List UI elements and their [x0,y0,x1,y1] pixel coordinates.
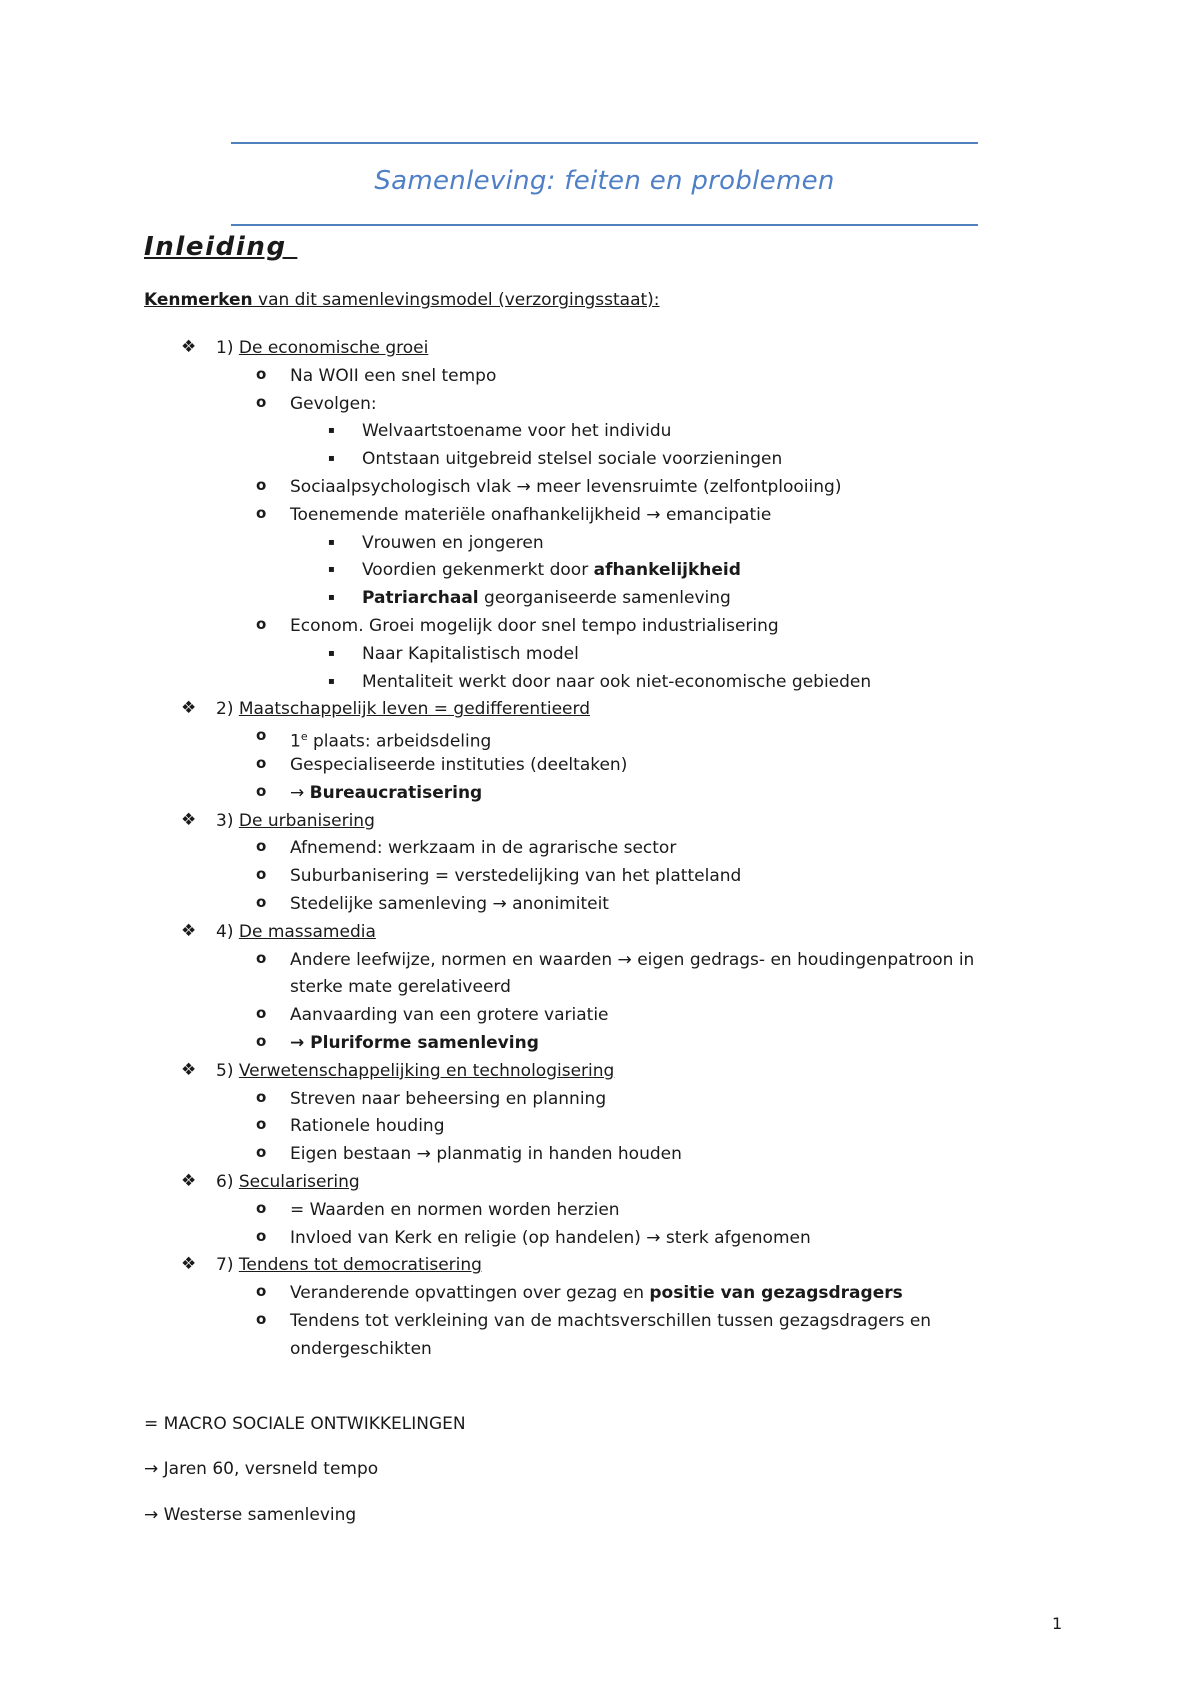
item-text: Vrouwen en jongeren [362,532,544,553]
item-text: Tendens tot verkleining van de machtsverschillen tussen gezagsdragers en [290,1311,932,1331]
item-text: Ontstaan uitgebreid stelsel sociale voorzieningen [362,449,783,470]
circle-bullet-icon: o [256,364,267,383]
item-text: georganiseerde samenleving [478,588,731,609]
circle-bullet-icon: o [256,781,267,800]
item-prefix: → [290,782,310,803]
square-bullet-icon: ▪ [328,675,335,687]
item-bold-text: positie van gezagsdragers [649,1283,903,1304]
outline-item-level-2 [290,1087,606,1111]
item-title: Tendens tot democratisering [238,1255,482,1276]
outline-item-level-2 [290,781,482,805]
item-prefix: Veranderende opvattingen over gezag en [290,1283,650,1304]
outline-item-level-2 [290,503,771,527]
outline-item-level-2 [290,364,496,388]
circle-bullet-icon: o [256,1087,267,1106]
item-title: Secularisering [238,1172,360,1192]
square-bullet-icon: ▪ [328,592,335,604]
outline-item-level-2 [290,1281,903,1305]
outline-item-level-2 [290,864,741,888]
item-text: Welvaartstoename voor het individu [362,421,672,442]
outline-item-level-1 [216,336,428,360]
item-number: 2) [216,699,239,720]
square-bullet-icon: ▪ [328,425,335,437]
circle-bullet-icon: o [256,1282,267,1301]
diamond-bullet-icon: ❖ [181,337,197,357]
item-text: Rationele houding [290,1116,445,1137]
outline-item-level-1 [216,1170,360,1194]
item-text: Na WOII een snel tempo [290,365,497,386]
outline-item-level-3 [362,447,782,471]
item-text: = Waarden en normen worden herzien [290,1199,620,1220]
item-prefix: Voordien gekenmerkt door [362,560,594,581]
circle-bullet-icon: o [256,893,267,911]
title-top-rule [231,142,978,144]
outline-item-level-1 [216,697,590,721]
circle-bullet-icon: o [256,726,267,745]
circle-bullet-icon: o [256,1310,267,1328]
item-text: plaats: arbeidsdeling [307,731,492,752]
circle-bullet-icon: o [256,476,267,494]
footer-line-3: → Westerse samenleving [144,1505,357,1525]
item-number: 6) [216,1172,239,1192]
outline-item-level-2 [290,1031,539,1055]
item-text: Andere leefwijze, normen en waarden → eigen gedrags- en houdingenpatroon in [290,949,975,970]
circle-bullet-icon: o [256,1198,267,1217]
outline-item-level-2 [290,1142,682,1166]
item-text: ondergeschikten [290,1338,432,1359]
circle-bullet-icon: o [256,392,267,411]
outline-item-level-2 [290,725,491,754]
outline-item-level-3 [362,586,731,610]
footer-line-1: = MACRO SOCIALE ONTWIKKELINGEN [144,1414,466,1434]
outline-item-level-2 [290,975,511,999]
item-superscript: e [300,730,308,744]
item-text: Econom. Groei mogelijk door snel tempo industrialisering [290,616,779,636]
outline-item-level-3 [362,670,871,694]
intro-line [144,290,660,310]
diamond-bullet-icon: ❖ [181,1059,197,1080]
item-text: Sociaalpsychologisch vlak → meer levensruimte (zelfontplooiing) [290,477,842,497]
page-number: 1 [1052,1614,1063,1633]
item-title: Maatschappelijk leven = gedifferentieerd [238,699,590,720]
item-bold-text: Bureaucratisering [309,782,483,803]
diamond-bullet-icon: ❖ [181,1254,197,1275]
item-text: Gespecialiseerde instituties (deeltaken) [290,755,628,775]
item-text: Afnemend: werkzaam in de agrarische sector [290,838,677,859]
item-text: Invloed van Kerk en religie (op handelen) → sterk afgenomen [290,1227,811,1248]
circle-bullet-icon: o [256,503,267,522]
square-bullet-icon: ▪ [328,453,335,465]
circle-bullet-icon: o [256,754,267,772]
outline-item-level-1 [216,920,376,944]
item-text: Naar Kapitalistisch model [362,643,579,664]
outline-item-level-2 [290,1198,620,1222]
circle-bullet-icon: o [256,1115,267,1134]
item-text: Stedelijke samenleving → anonimiteit [290,894,609,914]
diamond-bullet-icon: ❖ [181,1171,197,1191]
item-bold-text: afhankelijkheid [593,560,741,581]
outline-item-level-2 [290,1114,445,1138]
square-bullet-icon: ▪ [328,647,335,659]
circle-bullet-icon: o [256,1032,267,1050]
item-bold-text: Patriarchaal [362,588,479,609]
outline-item-level-2 [290,1309,931,1333]
diamond-bullet-icon: ❖ [181,920,197,941]
outline-item-level-2 [290,1003,609,1027]
item-text: Toenemende materiële onafhankelijkheid → emancipatie [290,504,772,525]
circle-bullet-icon: o [256,615,267,633]
item-prefix: 1 [290,731,301,752]
section-heading: Inleiding [144,232,298,262]
item-number: 5) [216,1060,239,1081]
outline-item-level-3 [362,558,741,582]
circle-bullet-icon: o [256,865,267,884]
circle-bullet-icon: o [256,1004,267,1023]
outline-item-level-1 [216,1059,614,1083]
outline-item-level-2 [290,836,676,860]
outline-item-level-1 [216,1253,482,1277]
item-title: De economische groei [238,338,429,358]
outline-item-level-2 [290,1226,811,1250]
intro-rest: van dit samenlevingsmodel (verzorgingsstaat): [252,290,660,310]
item-number: 7) [216,1255,239,1276]
outline-item-level-2 [290,948,974,972]
document-title: Samenleving: feiten en problemen [374,166,835,196]
outline-item-level-2 [290,392,377,416]
circle-bullet-icon: o [256,948,267,967]
item-text: sterke mate gerelativeerd [290,977,511,998]
outline-item-level-2 [290,753,627,777]
title-bottom-rule [231,224,978,226]
item-text: Mentaliteit werkt door naar ook niet-economische gebieden [362,671,872,692]
circle-bullet-icon: o [256,837,267,856]
outline-item-level-2 [290,892,609,916]
diamond-bullet-icon: ❖ [181,698,197,719]
outline-item-level-2 [290,475,841,499]
outline-item-level-3 [362,419,671,443]
item-text: Aanvaarding van een grotere variatie [290,1005,609,1026]
intro-bold: Kenmerken [144,290,253,310]
item-title: De massamedia [238,921,376,942]
diamond-bullet-icon: ❖ [181,809,197,830]
outline-item-level-2 [290,1337,432,1361]
outline-item-level-3 [362,642,579,666]
circle-bullet-icon: o [256,1226,267,1245]
item-number: 3) [216,810,239,831]
outline-item-level-1 [216,809,375,833]
outline-item-level-2 [290,614,779,638]
item-number: 4) [216,921,239,942]
item-text: Streven naar beheersing en planning [290,1088,607,1109]
item-text: Eigen bestaan → planmatig in handen houden [290,1144,682,1165]
item-text: Gevolgen: [290,393,377,414]
item-number: 1) [216,338,239,358]
square-bullet-icon: ▪ [328,536,335,548]
circle-bullet-icon: o [256,1143,267,1162]
item-title: Verwetenschappelijking en technologisering [238,1060,615,1081]
footer-line-2: → Jaren 60, versneld tempo [144,1459,379,1479]
square-bullet-icon: ▪ [328,564,335,576]
item-bold-text: → Pluriforme samenleving [290,1033,539,1053]
item-title: De urbanisering [238,810,375,831]
outline-item-level-3 [362,531,544,555]
item-text: Suburbanisering = verstedelijking van het platteland [290,866,742,887]
